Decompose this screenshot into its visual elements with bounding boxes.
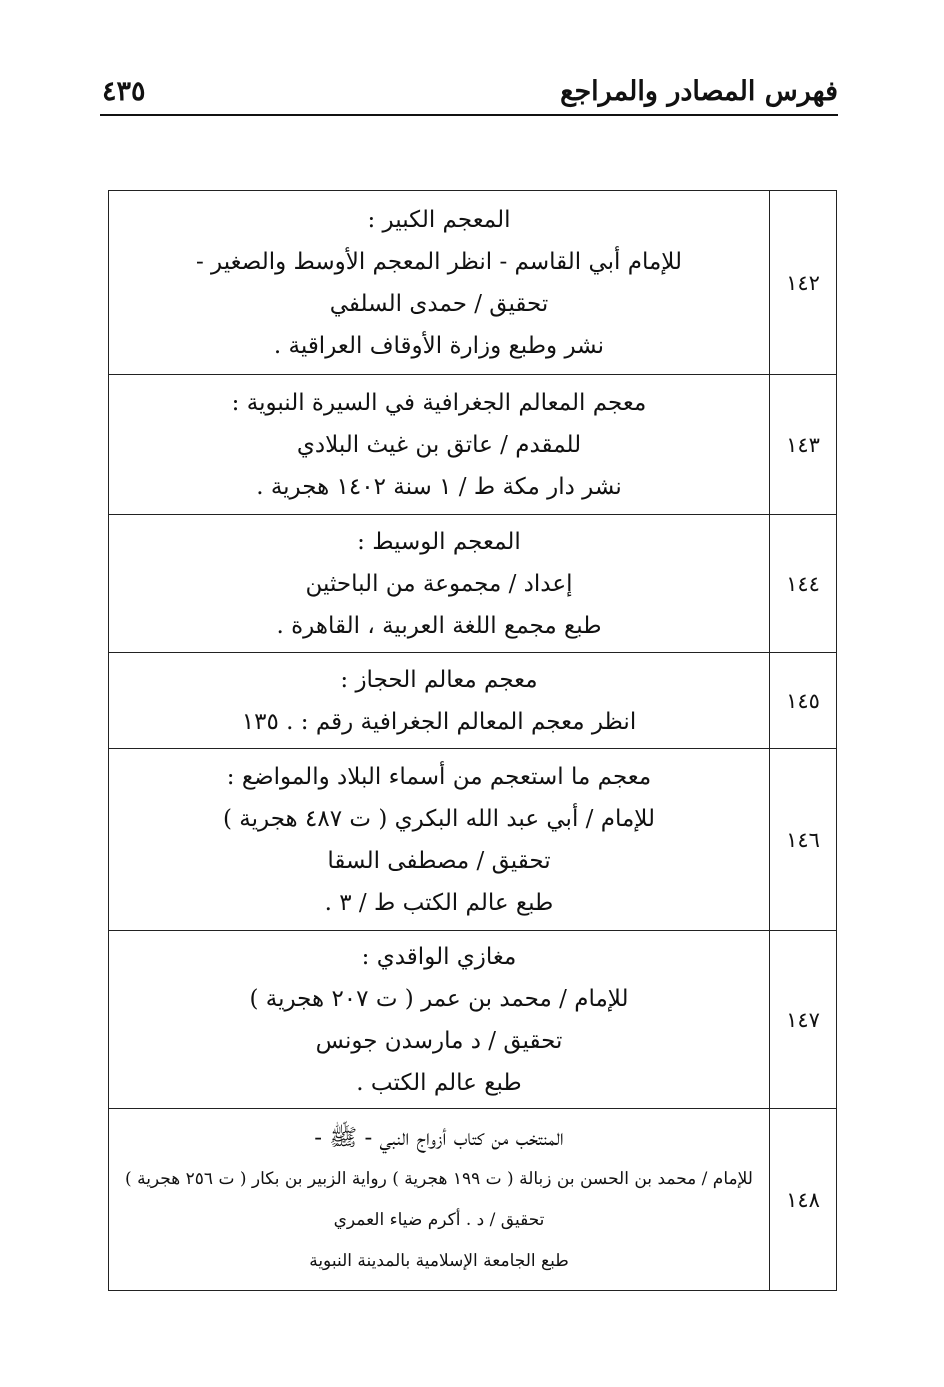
entry-publisher: طبع الجامعة الإسلامية بالمدينة النبوية xyxy=(309,1251,569,1271)
entry-author: للإمام / محمد بن الحسن بن زبالة ( ت ١٩٩ هجرية ) رواية الزبير بن بكار ( ت ٢٥٦ هجرية ) xyxy=(125,1169,753,1189)
entry-publisher: طبع عالم الكتب ط / ٣ . xyxy=(324,889,554,916)
entry-title: معجم المعالم الجغرافية في السيرة النبوية : xyxy=(231,389,647,416)
table-row xyxy=(109,931,837,1109)
entry-details xyxy=(109,515,770,653)
entry-small-lines xyxy=(109,1159,769,1282)
entry-publisher: طبع مجمع اللغة العربية ، القاهرة . xyxy=(276,612,602,639)
entry-details xyxy=(109,749,770,931)
entry-title: المنتخب من كتاب أزواج النبي - ﷺ - xyxy=(314,1125,564,1151)
table-row xyxy=(109,1109,837,1291)
entry-editor: تحقيق / حمدى السلفي xyxy=(329,290,549,317)
entry-author: إعداد / مجموعة من الباحثين xyxy=(305,570,573,597)
entry-publisher: طبع عالم الكتب . xyxy=(356,1069,522,1096)
entry-details xyxy=(109,653,770,749)
entry-details xyxy=(109,931,770,1109)
entry-editor: تحقيق / مصطفى السقا xyxy=(327,847,551,874)
entry-reference: انظر معجم المعالم الجغرافية رقم : . ١٣٥ xyxy=(241,708,637,735)
running-header-title: فهرس المصادر والمراجع xyxy=(560,76,838,107)
page-number: ٤٣٥ xyxy=(102,76,146,107)
entry-publisher: نشر دار مكة ط / ١ سنة ١٤٠٢ هجرية . xyxy=(256,473,622,500)
table-row xyxy=(109,653,837,749)
entry-number: ١٤٤ xyxy=(770,515,837,653)
entry-editor: تحقيق / د مارسدن جونس xyxy=(315,1027,563,1054)
table-row xyxy=(109,191,837,375)
entry-number: ١٤٢ xyxy=(770,191,837,375)
entry-title: معجم ما استعجم من أسماء البلاد والمواضع : xyxy=(226,763,652,790)
entry-editor: تحقيق / د . أكرم ضياء العمري xyxy=(333,1210,545,1230)
entry-author: للمقدم / عاتق بن غيث البلادي xyxy=(296,431,582,458)
table-row xyxy=(109,375,837,515)
table-row xyxy=(109,749,837,931)
entry-publisher: نشر وطبع وزارة الأوقاف العراقية . xyxy=(273,332,605,359)
page-header xyxy=(100,70,838,116)
entry-number: ١٤٥ xyxy=(770,653,837,749)
entry-title: معجم معالم الحجاز : xyxy=(340,666,538,693)
entry-number: ١٤٧ xyxy=(770,931,837,1109)
entry-title: المعجم الوسيط : xyxy=(357,528,521,555)
entry-title: مغازي الواقدي : xyxy=(361,943,517,970)
entry-author: للإمام / أبي عبد الله البكري ( ت ٤٨٧ هجرية ) xyxy=(223,805,655,832)
entry-number: ١٤٣ xyxy=(770,375,837,515)
sources-table xyxy=(108,190,837,1291)
entry-title: المعجم الكبير : xyxy=(367,206,511,233)
entry-number: ١٤٦ xyxy=(770,749,837,931)
entry-number: ١٤٨ xyxy=(770,1109,837,1291)
entry-author: للإمام / محمد بن عمر ( ت ٢٠٧ هجرية ) xyxy=(249,985,629,1012)
entry-author: للإمام أبي القاسم - انظر المعجم الأوسط والصغير - xyxy=(195,248,683,275)
entry-details xyxy=(109,375,770,515)
entry-details xyxy=(109,1109,770,1291)
entry-details xyxy=(109,191,770,375)
table-row xyxy=(109,515,837,653)
